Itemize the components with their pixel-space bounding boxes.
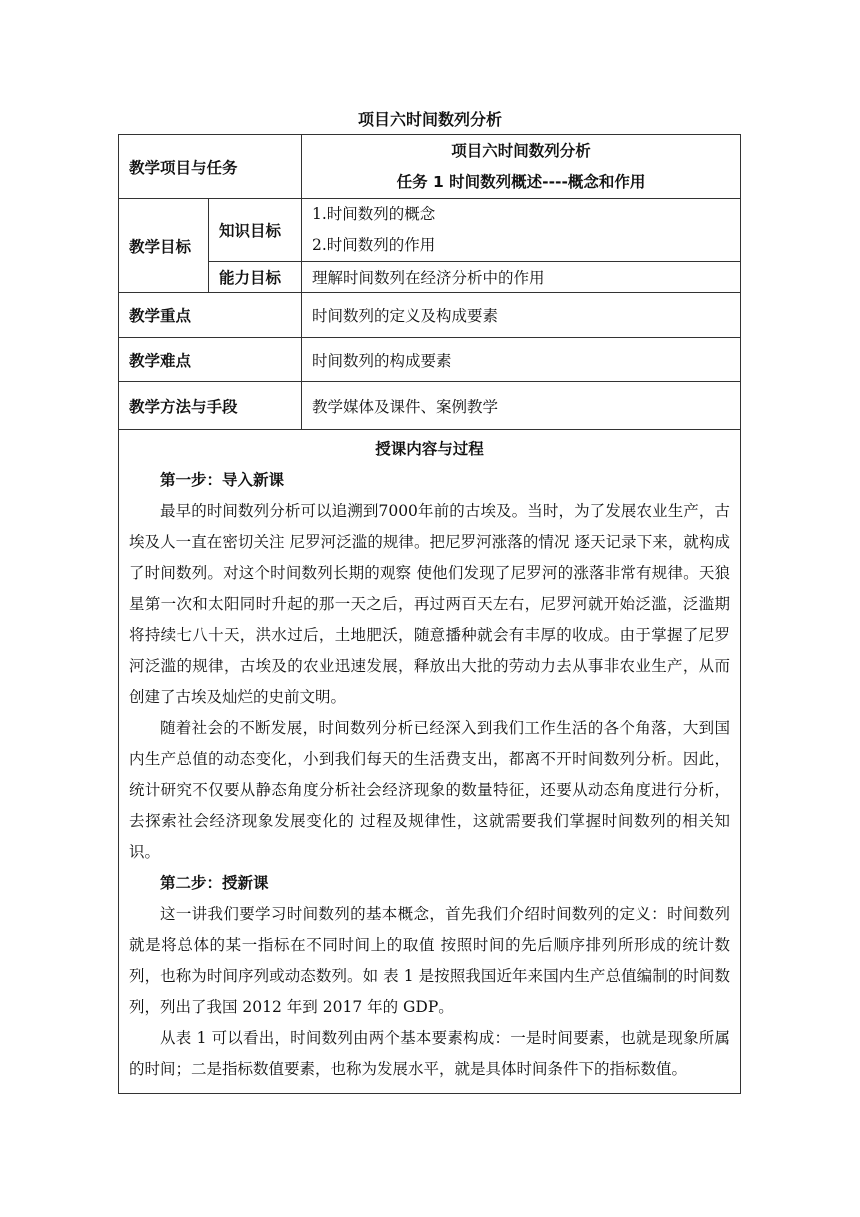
knowledge-row xyxy=(119,199,741,262)
page-title: 项目六时间数列分析 xyxy=(357,110,502,129)
ability-row xyxy=(119,262,741,293)
ability-text: 理解时间数列在经济分析中的作用 xyxy=(302,262,741,293)
task-title: 任务 1 时间数列概述----概念和作用 xyxy=(396,172,646,191)
difficulty-label: 教学难点 xyxy=(119,338,302,382)
step2-paragraph: 从表 1 可以看出，时间数列由两个基本要素构成：一是时间要素，也就是现象所属的时间；二是指标数值要素，也称为发展水平，就是具体时间条件下的指标数值。 xyxy=(129,1029,731,1078)
project-label: 教学项目与任务 xyxy=(119,135,302,199)
knowledge-item: 2.时间数列的作用 xyxy=(312,236,436,254)
content-cell xyxy=(119,430,741,1094)
difficulty-text: 时间数列的构成要素 xyxy=(302,338,741,382)
methods-label: 教学方法与手段 xyxy=(119,382,302,430)
step2-paragraph: 这一讲我们要学习时间数列的基本概念，首先我们介绍时间数列的定义：时间数列就是将总体的某一指标在不同时间上的取值 按照时间的先后顺序排列所形成的统计数列，也称为时间序列或动态数列。如 表 1 是按照我国近年来国内生产总值编制的时间数列，列出了我国 2012 年到 2017 年的 GDP。 xyxy=(129,905,731,1016)
keypoints-text: 时间数列的定义及构成要素 xyxy=(302,293,741,338)
project-title: 项目六时间数列分析 xyxy=(451,141,591,160)
step1-paragraph: 最早的时间数列分析可以追溯到7000年前的古埃及。当时，为了发展农业生产，古埃及人一直在密切关注 尼罗河泛滥的规律。把尼罗河涨落的情况 逐天记录下来，就构成了时间数列。对这个时间数列长期的观察 使他们发现了尼罗河的涨落非常有规律。天狼星第一次和太阳同时升起的那一天之后，再过两百天左右，尼罗河就开始泛滥，泛滥期将持续七八十天，洪水过后，土地肥沃，随意播种就会有丰厚的收成。由于掌握了尼罗河泛滥的规律，古埃及的农业迅速发展，释放出大批的劳动力去从事非农业生产，从而创建了古埃及灿烂的史前文明。 xyxy=(129,502,731,706)
ability-label: 能力目标 xyxy=(209,262,302,293)
knowledge-cell xyxy=(302,199,741,262)
step2-heading: 第二步：授新课 xyxy=(160,874,269,892)
keypoints-label: 教学重点 xyxy=(119,293,302,338)
project-row xyxy=(119,135,741,199)
lesson-plan-table xyxy=(118,134,741,1094)
step1-heading: 第一步：导入新课 xyxy=(160,471,285,489)
step1-paragraph: 随着社会的不断发展，时间数列分析已经深入到我们工作生活的各个角落，大到国内生产总值的动态变化，小到我们每天的生活费支出，都离不开时间数列分析。因此，统计研究不仅要从静态角度分析社会经济现象的数量特征，还要从动态角度进行分析，去探索社会经济现象发展变化的 过程及规律性，这就需要我们掌握时间数列的相关知识。 xyxy=(129,719,731,861)
knowledge-label: 知识目标 xyxy=(209,199,302,262)
difficulty-row xyxy=(119,338,741,382)
objectives-label: 教学目标 xyxy=(119,199,209,293)
methods-text: 教学媒体及课件、案例教学 xyxy=(302,382,741,430)
keypoints-row xyxy=(119,293,741,338)
methods-row xyxy=(119,382,741,430)
knowledge-item: 1.时间数列的概念 xyxy=(312,205,436,223)
project-cell xyxy=(302,135,741,199)
content-row xyxy=(119,430,741,1094)
content-title: 授课内容与过程 xyxy=(375,440,484,458)
